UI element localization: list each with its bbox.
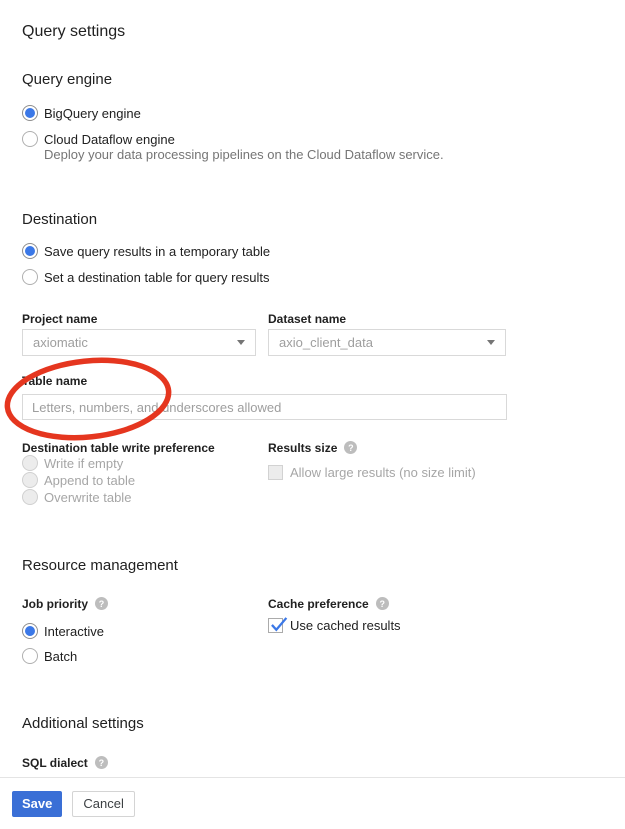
radio-row-overwrite-table: [22, 489, 256, 505]
dataflow-engine-description: Deploy your data processing pipelines on the Cloud Dataflow service.: [44, 147, 444, 162]
allow-large-results-row: [268, 465, 506, 480]
footer-action-bar: [0, 777, 625, 829]
table-name-input[interactable]: [22, 394, 507, 420]
interactive-label: Interactive: [44, 623, 104, 639]
dataset-name-value: axio_client_data: [279, 335, 373, 350]
write-if-empty-label: Write if empty: [44, 455, 124, 471]
help-icon[interactable]: [95, 597, 108, 610]
radio-row-bigquery-engine: [22, 105, 507, 121]
use-cached-results-checkbox[interactable]: [268, 618, 283, 633]
section-heading-resource-management: Resource management: [22, 557, 178, 574]
save-button[interactable]: Save: [12, 791, 62, 817]
destination-table-label: Set a destination table for query results: [44, 269, 270, 285]
temporary-table-radio[interactable]: [22, 243, 38, 259]
project-name-select: [22, 329, 256, 356]
job-priority-label: Job priority: [22, 596, 89, 611]
cache-preference-label: Cache preference: [268, 596, 369, 611]
check-icon: [268, 614, 289, 635]
temporary-table-label: Save query results in a temporary table: [44, 243, 271, 259]
table-name-label: Table name: [22, 373, 88, 388]
dataflow-engine-radio[interactable]: [22, 131, 38, 147]
batch-radio[interactable]: [22, 648, 38, 664]
destination-table-radio[interactable]: [22, 269, 38, 285]
radio-row-destination-table: [22, 269, 507, 285]
radio-row-dataflow-engine: [22, 131, 507, 147]
help-icon[interactable]: [376, 597, 389, 610]
section-heading-query-engine: Query engine: [22, 71, 113, 88]
dataset-name-select: [268, 329, 506, 356]
allow-large-results-checkbox: [268, 465, 283, 480]
sql-dialect-label: SQL dialect: [22, 755, 88, 770]
interactive-radio[interactable]: [22, 623, 38, 639]
bigquery-engine-label: BigQuery engine: [44, 105, 141, 121]
use-cached-results-label: Use cached results: [290, 618, 401, 633]
section-heading-additional-settings: Additional settings: [22, 715, 144, 732]
section-heading-destination: Destination: [22, 211, 98, 228]
page-title: Query settings: [22, 23, 126, 40]
project-name-label: Project name: [22, 311, 98, 326]
project-name-value: axiomatic: [33, 335, 88, 350]
help-icon[interactable]: [95, 756, 108, 769]
allow-large-results-label: Allow large results (no size limit): [290, 465, 476, 480]
use-cached-results-row: [268, 618, 506, 633]
radio-row-temporary-table: [22, 243, 507, 259]
batch-label: Batch: [44, 648, 78, 664]
radio-row-append-to-table: [22, 472, 256, 488]
chevron-down-icon: [487, 340, 495, 345]
chevron-down-icon: [237, 340, 245, 345]
overwrite-table-radio: [22, 489, 38, 505]
cancel-button[interactable]: Cancel: [72, 791, 134, 817]
write-preference-label: Destination table write preference: [22, 440, 215, 455]
overwrite-table-label: Overwrite table: [44, 489, 132, 505]
radio-row-interactive: [22, 623, 256, 639]
radio-row-write-if-empty: [22, 455, 256, 471]
append-to-table-label: Append to table: [44, 472, 136, 488]
dataflow-engine-label: Cloud Dataflow engine: [44, 131, 175, 147]
append-to-table-radio: [22, 472, 38, 488]
write-if-empty-radio: [22, 455, 38, 471]
help-icon[interactable]: [344, 441, 357, 454]
results-size-label: Results size: [268, 440, 338, 455]
radio-row-batch: [22, 648, 256, 664]
bigquery-engine-radio[interactable]: [22, 105, 38, 121]
dataset-name-label: Dataset name: [268, 311, 347, 326]
